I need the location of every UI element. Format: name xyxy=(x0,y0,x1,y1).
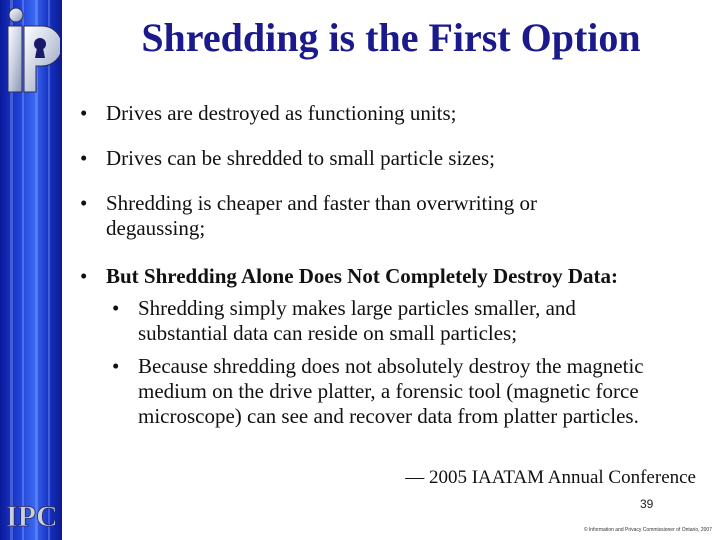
bullet-text-bold: But Shredding Alone Does Not Completely Destroy Data: xyxy=(106,264,618,288)
svg-text:IPC: IPC xyxy=(6,500,58,533)
sub-bullet-text: Because shredding does not absolutely destroy the magnetic medium on the drive platter, a forensic tool (magnetic force microscope) can see and recover data from platter particles. xyxy=(138,354,644,428)
bullet-symbol: • xyxy=(80,146,88,170)
ipc-logo xyxy=(4,494,60,534)
ip-logo xyxy=(2,4,60,96)
copyright-notice: © Information and Privacy Commissioner of Ontario, 2007 xyxy=(583,527,712,533)
bullet-symbol: • xyxy=(80,191,88,215)
bullet-text: Drives can be shredded to small particle sizes; xyxy=(106,146,495,170)
bullet-text: Drives are destroyed as functioning units; xyxy=(106,101,457,125)
bullet-symbol: • xyxy=(80,101,88,125)
page-number: 39 xyxy=(640,497,654,511)
bullet-text: Shredding is cheaper and faster than overwriting or degaussing; xyxy=(106,191,537,240)
bullet-symbol: • xyxy=(112,354,120,378)
slide-title: Shredding is the First Option xyxy=(141,15,641,60)
sidebar-band xyxy=(0,0,62,540)
attribution: — 2005 IAATAM Annual Conference xyxy=(405,467,696,488)
bullet-symbol: • xyxy=(80,264,88,288)
sub-bullet-text: Shredding simply makes large particles smaller, and substantial data can reside on small particles; xyxy=(138,296,576,345)
bullet-symbol: • xyxy=(112,296,120,320)
